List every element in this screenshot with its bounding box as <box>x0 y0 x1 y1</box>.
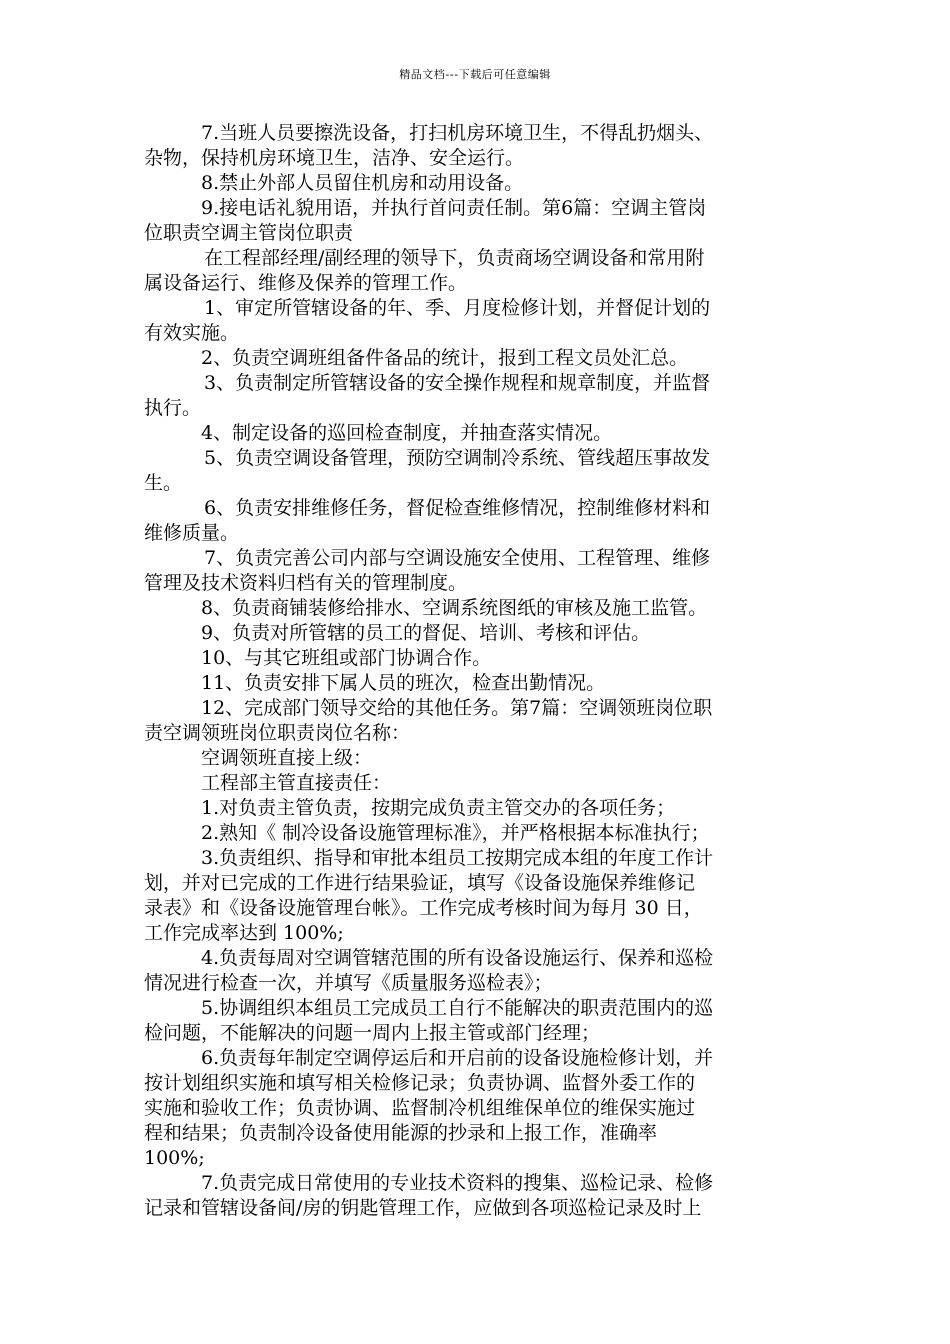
text-line: 12、完成部门领导交给的其他任务。第7篇：空调领班岗位职 <box>201 697 713 719</box>
text-line: 3.负责组织、指导和审批本组员工按期完成本组的年度工作计 <box>201 847 714 869</box>
text-line: 7.当班人员要擦洗设备，打扫机房环境卫生，不得乱扔烟头、 <box>201 122 714 144</box>
text-line: 位职责空调主管岗位职责 <box>144 222 354 244</box>
page-header: 精品文档---下载后可任意编辑 <box>399 68 551 81</box>
text-line: 11、负责安排下属人员的班次，检查出勤情况。 <box>201 672 606 694</box>
text-line: 5、负责空调设备管理，预防空调制冷系统、管线超压事故发 <box>204 447 711 469</box>
text-line: 生。 <box>144 472 183 494</box>
text-line: 录表》和《设备设施管理台帐》。工作完成考核时间为每月 30 日， <box>144 897 703 919</box>
text-line: 检问题，不能解决的问题一周内上报主管或部门经理； <box>144 1022 601 1044</box>
text-line: 7.负责完成日常使用的专业技术资料的搜集、巡检记录、检修 <box>201 1172 714 1194</box>
text-line: 4.负责每周对空调管辖范围的所有设备设施运行、保养和巡检 <box>201 947 714 969</box>
text-line: 7、负责完善公司内部与空调设施安全使用、工程管理、维修 <box>204 547 711 569</box>
text-line: 责空调领班岗位职责岗位名称： <box>144 722 411 744</box>
text-line: 2.熟知《 制冷设备设施管理标准》，并严格根据本标准执行； <box>201 822 710 844</box>
text-line: 8.禁止外部人员留住机房和动用设备。 <box>201 172 524 194</box>
text-line: 有效实施。 <box>144 322 240 344</box>
text-line: 记录和管辖设备间/房的钥匙管理工作，应做到各项巡检记录及时上 <box>144 1197 702 1219</box>
text-line: 空调领班直接上级： <box>201 747 373 769</box>
text-line: 6.负责每年制定空调停运后和开启前的设备设施检修计划，并 <box>201 1047 714 1069</box>
text-line: 按计划组织实施和填写相关检修记录；负责协调、监督外委工作的 <box>144 1072 696 1094</box>
text-line: 1、审定所管辖设备的年、季、月度检修计划，并督促计划的 <box>204 297 711 319</box>
text-line: 划，并对已完成的工作进行结果验证，填写《设备设施保养维修记 <box>144 872 696 894</box>
text-line: 9.接电话礼貌用语，并执行首问责任制。第6篇：空调主管岗 <box>201 197 707 219</box>
text-line: 工程部主管直接责任： <box>201 772 392 794</box>
text-line: 3、负责制定所管辖设备的安全操作规程和规章制度，并监督 <box>204 372 711 394</box>
text-line: 工作完成率达到 100%; <box>144 922 344 944</box>
text-line: 2、负责空调班组备件备品的统计，报到工程文员处汇总。 <box>201 347 689 369</box>
text-line: 维修质量。 <box>144 522 240 544</box>
text-line: 执行。 <box>144 397 202 419</box>
text-line: 情况进行检查一次，并填写《质量服务巡检表》； <box>144 972 553 994</box>
text-line: 9、负责对所管辖的员工的督促、培训、考核和评估。 <box>201 622 651 644</box>
text-line: 实施和验收工作；负责协调、监督制冷机组维保单位的维保实施过 <box>144 1097 696 1119</box>
text-line: 8、负责商铺装修给排水、空调系统图纸的审核及施工监管。 <box>201 597 708 619</box>
text-line: 在工程部经理/副经理的领导下，负责商场空调设备和常用附 <box>204 247 705 269</box>
text-line: 100%; <box>144 1147 205 1169</box>
text-line: 杂物，保持机房环境卫生，洁净、安全运行。 <box>144 147 525 169</box>
text-line: 1.对负责主管负责，按期完成负责主管交办的各项任务； <box>201 797 676 819</box>
text-line: 5.协调组织本组员工完成员工自行不能解决的职责范围内的巡 <box>201 997 714 1019</box>
text-line: 10、与其它班组或部门协调合作。 <box>201 647 492 669</box>
text-line: 属设备运行、维修及保养的管理工作。 <box>144 272 468 294</box>
text-line: 管理及技术资料归档有关的管理制度。 <box>144 572 468 594</box>
text-line: 4、制定设备的巡回检查制度，并抽查落实情况。 <box>201 422 613 444</box>
text-line: 程和结果；负责制冷设备使用能源的抄录和上报工作，准确率 <box>144 1122 658 1144</box>
document-body <box>144 121 812 1221</box>
text-line: 6、负责安排维修任务，督促检查维修情况，控制维修材料和 <box>204 497 711 519</box>
